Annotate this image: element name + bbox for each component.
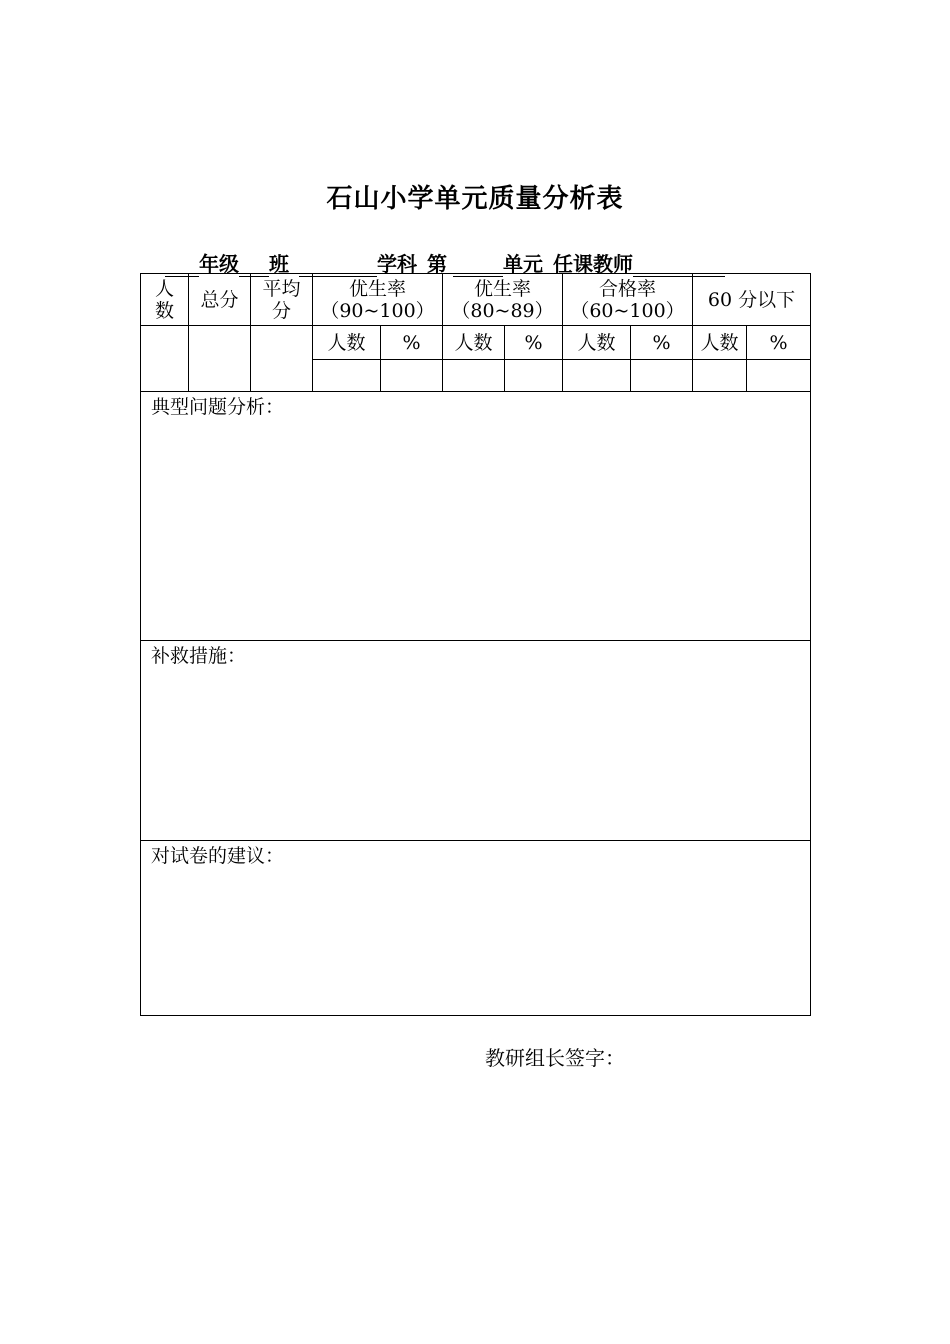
suggestion-section[interactable] bbox=[141, 841, 811, 1016]
avg-value-cell[interactable] bbox=[251, 326, 313, 392]
analysis-table bbox=[140, 273, 811, 1016]
band-fail-people-label: 人数 bbox=[693, 326, 747, 360]
col-total-header: 总分 bbox=[189, 274, 251, 326]
band-excellent-people-cell[interactable] bbox=[313, 360, 381, 392]
col-people-header: 人数 bbox=[141, 274, 189, 326]
band-pass-range: （60~100） bbox=[570, 299, 685, 322]
band-pass-people-label: 人数 bbox=[563, 326, 631, 360]
col-avg-header: 平均分 bbox=[251, 274, 313, 326]
band-good-range: （80~89） bbox=[451, 299, 554, 322]
band-good-people-cell[interactable] bbox=[443, 360, 505, 392]
band-good-title: 优生率 bbox=[473, 277, 531, 300]
band-pass-pct-label: % bbox=[631, 326, 693, 360]
page-title: 石山小学单元质量分析表 bbox=[326, 184, 624, 214]
band-good-people-label: 人数 bbox=[443, 326, 505, 360]
band-excellent-pct-label: % bbox=[381, 326, 443, 360]
analysis-label: 典型问题分析： bbox=[151, 396, 285, 418]
subject-label: 学科 bbox=[377, 252, 417, 276]
remedy-section[interactable] bbox=[141, 641, 811, 841]
grade-label: 年级 bbox=[199, 252, 239, 276]
people-value-cell[interactable] bbox=[141, 326, 189, 392]
band-good-pct-cell[interactable] bbox=[505, 360, 563, 392]
band-good-header bbox=[443, 274, 563, 326]
band-excellent-title: 优生率 bbox=[348, 277, 406, 300]
analysis-section[interactable] bbox=[141, 392, 811, 641]
band-fail-people-cell[interactable] bbox=[693, 360, 747, 392]
signature-label: 教研组长签字： bbox=[485, 1046, 625, 1070]
band-fail-pct-label: % bbox=[747, 326, 811, 360]
band-excellent-header bbox=[313, 274, 443, 326]
class-label: 班 bbox=[269, 252, 289, 276]
band-pass-header bbox=[563, 274, 693, 326]
band-excellent-range: （90~100） bbox=[320, 299, 435, 322]
suggestion-label: 对试卷的建议： bbox=[151, 845, 285, 867]
band-excellent-pct-cell[interactable] bbox=[381, 360, 443, 392]
band-excellent-people-label: 人数 bbox=[313, 326, 381, 360]
band-fail-pct-cell[interactable] bbox=[747, 360, 811, 392]
band-good-pct-label: % bbox=[505, 326, 563, 360]
unit-label: 单元 bbox=[503, 252, 543, 276]
di-label: 第 bbox=[427, 252, 447, 276]
band-pass-people-cell[interactable] bbox=[563, 360, 631, 392]
total-value-cell[interactable] bbox=[189, 326, 251, 392]
band-pass-pct-cell[interactable] bbox=[631, 360, 693, 392]
teacher-label: 任课教师 bbox=[553, 252, 633, 276]
band-fail-header: 60 分以下 bbox=[693, 274, 811, 326]
band-pass-title: 合格率 bbox=[598, 277, 656, 300]
remedy-label: 补救措施： bbox=[151, 645, 247, 667]
